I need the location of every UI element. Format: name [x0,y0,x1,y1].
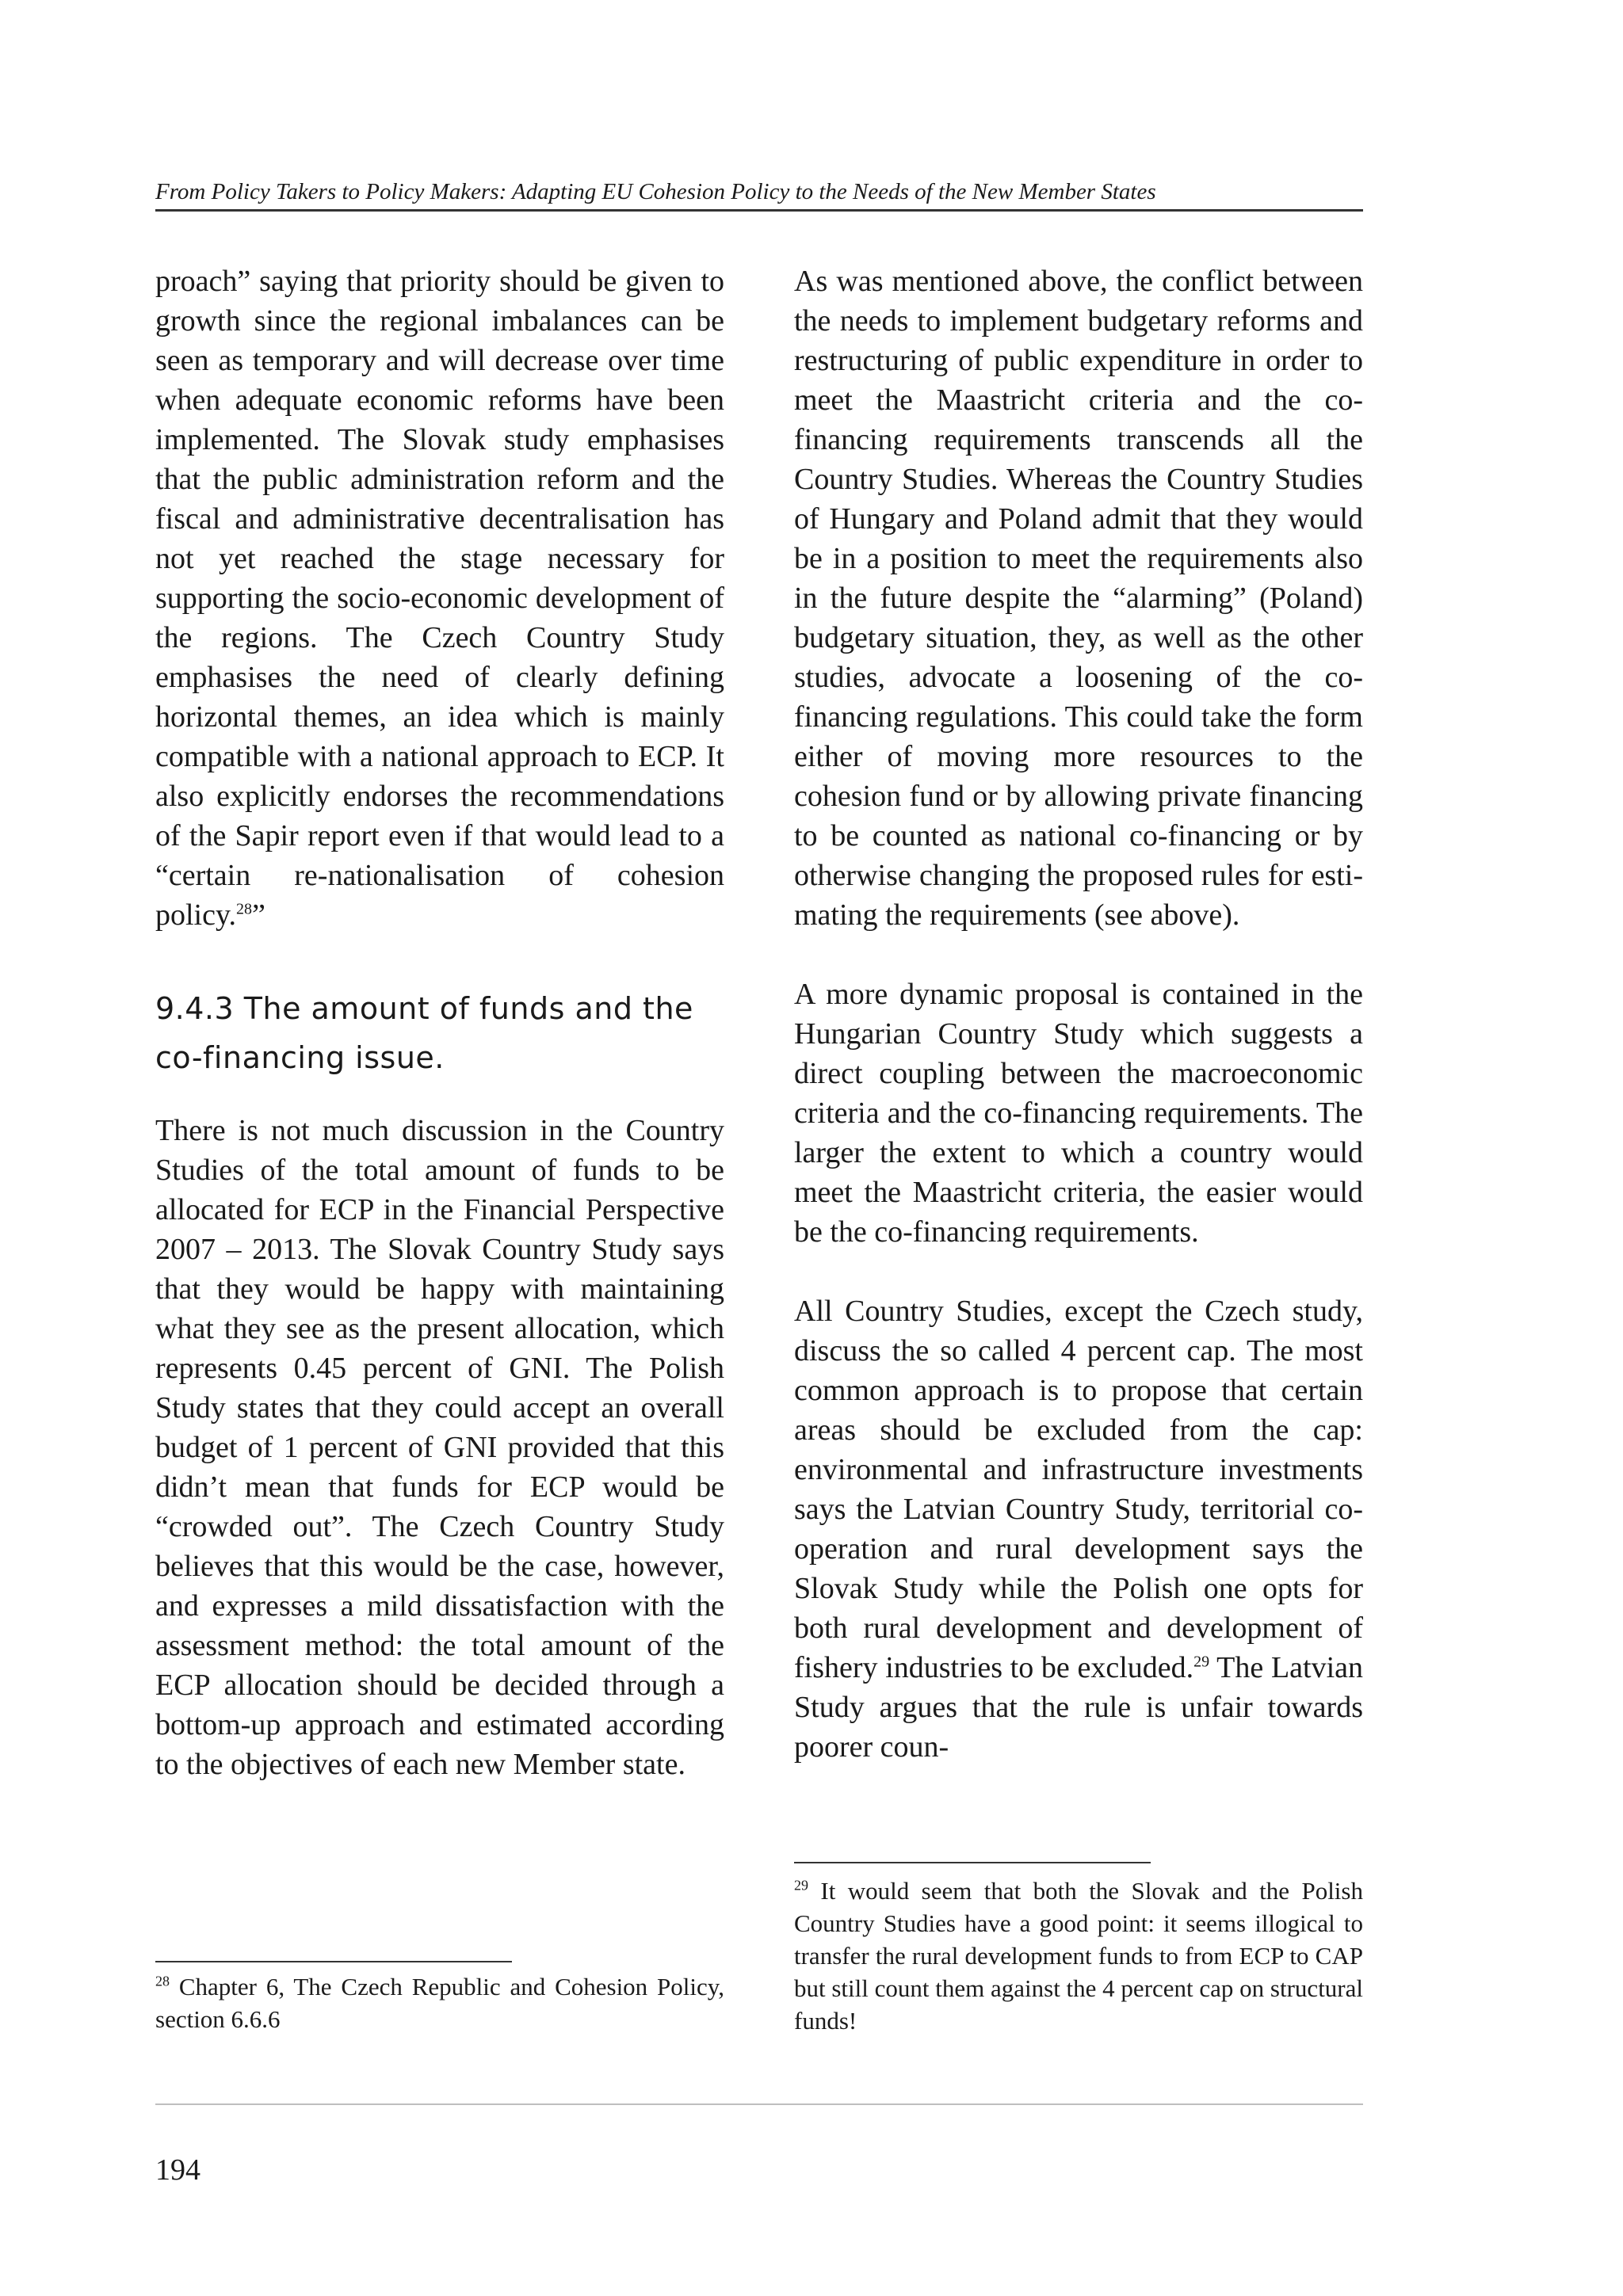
body-paragraph: A more dynamic proposal is contained in the Hungarian Country Study which suggests a direct coupling between the macroeconomic criteria and the co-financing requirements. The larger the extent to which a country would meet the Maastricht criteria, the easier would be the co-financing requirements. [794,978,1363,1249]
body-paragraph: As was mentioned above, the conflict between the needs to implement budgetary reforms and restructuring of public expenditure in order to meet the Maastricht criteria and the co-financing requirements transcends all the Country Studies. Whereas the Country Studies of Hungary and Poland admit that they would be in a position to meet the requirements also in the future despite the “alarming” (Poland) budgetary situation, they, as well as the other studies, advocate a loosening of the co-financing regulations. This could take the form either of moving more resources to the cohesion fund or by allowing private financing to be counted as national co-financing or by otherwise changing the proposed rules for estimating the requirements (see above). [794,265,1363,932]
footer-divider [155,2103,1363,2105]
paragraph-text: All Country Studies, except the Czech study, discuss the so called 4 percent cap. The most common approach is to propose that certain areas should be excluded from the cap: environmental and infrastructure investments says the Latvian Country Study, territorial co-operation and rural development says the Slovak Study while the Polish one opts for both rural development and development of fishery industries to be excluded. [794,1295,1363,1684]
footnote-number: 28 [155,1973,170,1989]
footnote-29 [794,1875,1363,2037]
footnote-divider [794,1862,1151,1863]
footnote-text: It would seem that both the Slovak and the Polish Country Studies have a good point: it seems illogical to transfer the rural development funds to from ECP to CAP but still count them against the 4 percent cap on structural funds! [794,1877,1363,2035]
footnote-reference[interactable]: 29 [1193,1653,1210,1671]
body-paragraph [155,261,724,935]
footnote-28 [155,1970,724,2035]
section-heading: 9.4.3 The amount of funds and the co-financing issue. [155,991,693,1075]
body-paragraph: There is not much discussion in the Country Studies of the total amount of funds to be allocated for ECP in the Financial Perspective 2007 – 2013. The Slovak Country Study says that they would be happy with maintaining what they see as the present allocation, which represents 0.45 percent of GNI. The Polish Study states that they could accept an overall budget of 1 percent of GNI provided that this didn’t mean that funds for ECP would be “crowded out”. The Czech Country Study believes that this would be the case, however, and expresses a mild dissatisfaction with the assessment method: the total amount of the ECP allocation should be decided through a bottom-up approach and estimated according to the objectives of each new Member state. [155,1114,724,1781]
page-number: 194 [155,2153,200,2187]
footnote-reference[interactable]: 28 [236,900,253,918]
footnote-number: 29 [794,1877,808,1894]
paragraph-text: proach” saying that priority should be given to growth since the regional imbalances can be seen as temporary and will decrease over time when adequate economic reforms have been implemented. The Slovak study emphasises that the public administration reform and the fiscal and administrative decentralisation has not yet reached the stage necessary for supporting the socio-economic development of the regions. The Czech Country Study emphasises the need of clearly defining horizontal themes, an idea which is mainly compatible with a national approach to ECP. It also explicitly endorses the recommendations of the Sapir report even if that would lead to a “certain re-nationalisation of cohesion policy. [155,265,724,932]
closing-quote: ” [252,898,265,932]
left-column [155,261,724,1784]
paragraph-text: The Latvian Study argues that the rule is unfair towards poorer coun- [794,1651,1363,1764]
body-paragraph [794,1291,1363,1767]
footnote-text: Chapter 6, The Czech Republic and Cohesion Policy, section 6.6.6 [155,1973,724,2033]
running-header: From Policy Takers to Policy Makers: Adapting EU Cohesion Policy to the Needs of the New Member States [155,176,1363,212]
right-column [794,261,1363,1767]
footnote-divider [155,1961,512,1962]
